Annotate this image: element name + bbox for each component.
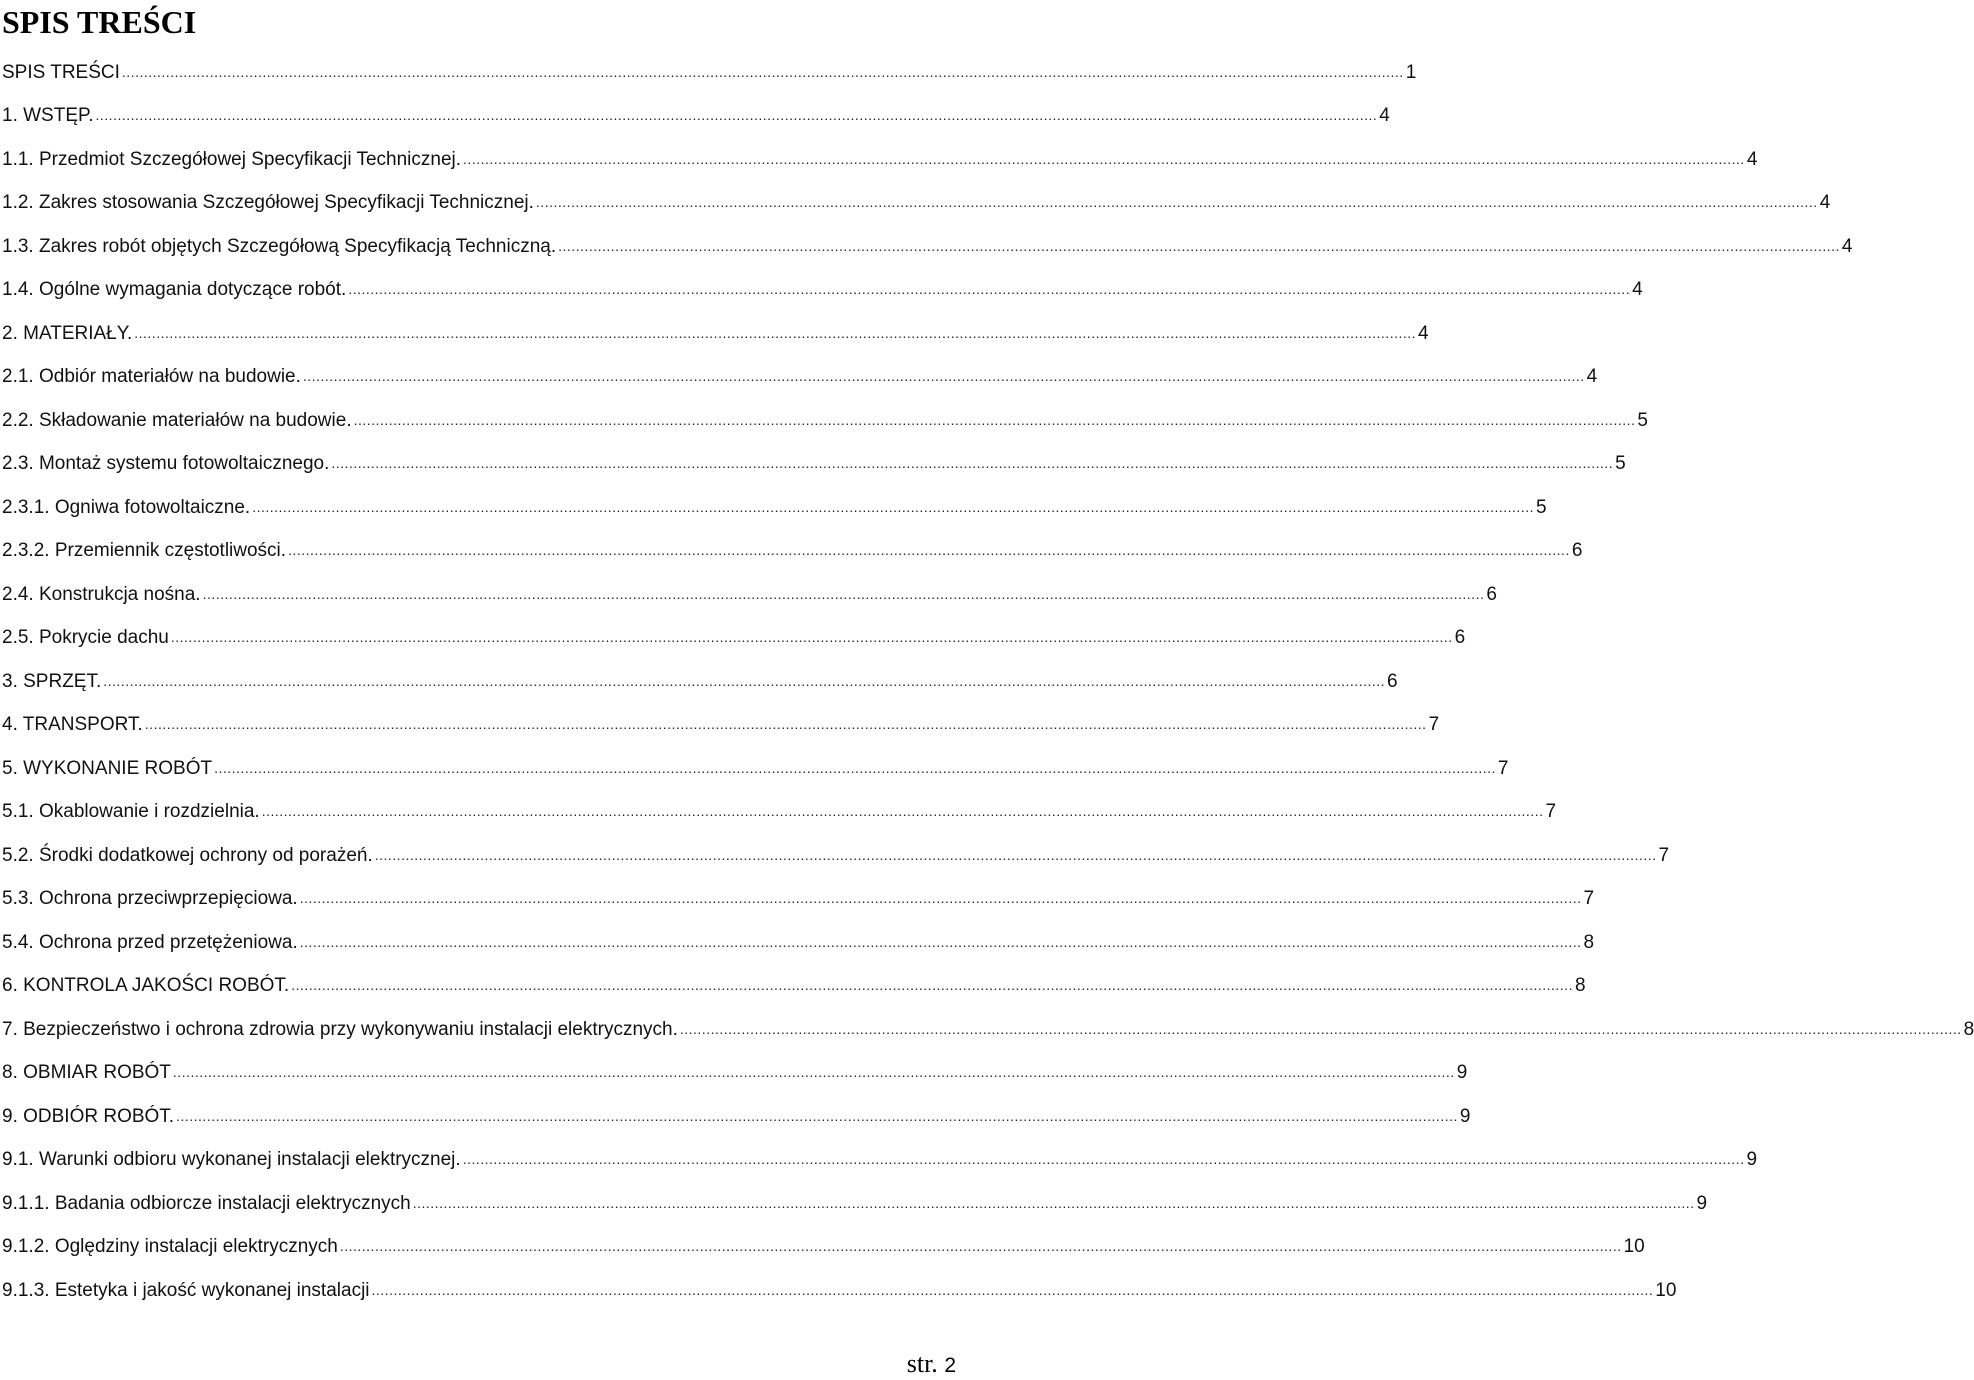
toc-entry-page: 5: [1615, 453, 1626, 474]
toc-dot-leader: [331, 456, 1613, 470]
toc-dot-leader: [558, 239, 1840, 253]
toc-entry-title: 1.1. Przedmiot Szczegółowej Specyfikacji Technicznej.: [2, 148, 462, 170]
toc-entry[interactable]: [0, 519, 1583, 563]
toc-entry-title: 9.1. Warunki odbioru wykonanej instalacji elektrycznej.: [2, 1149, 461, 1170]
toc-entry-title: 5.4. Ochrona przed przetężeniowa.: [2, 931, 298, 953]
toc-entry-title: SPIS TREŚCI: [2, 61, 120, 83]
toc-entry-page: 9: [1696, 1192, 1708, 1214]
toc-dot-leader: [103, 674, 1385, 688]
toc-entry-title: 2.1. Odbiór materiałów na budowie.: [2, 366, 301, 387]
toc-dot-leader: [348, 282, 1630, 296]
toc-entry-page: 6: [1571, 540, 1583, 561]
toc-entry[interactable]: [0, 171, 1831, 215]
toc-entry-title: 8. OBMIAR ROBÓT: [2, 1062, 171, 1083]
toc-dot-leader: [354, 413, 1636, 427]
toc-dot-leader: [173, 1065, 1455, 1079]
toc-entry-title: 2.4. Konstrukcja nośna.: [2, 583, 201, 605]
toc-entry-title: 2.2. Składowanie materiałów na budowie.: [2, 409, 352, 431]
toc-entry-page: 1: [1405, 61, 1417, 83]
toc-entry-title: 5.1. Okablowanie i rozdzielnia.: [2, 801, 260, 822]
toc-entry-title: 2. MATERIAŁY.: [2, 322, 133, 344]
toc-dot-leader: [203, 587, 1485, 601]
page-footer: [907, 1350, 956, 1380]
toc-entry-page: 4: [1418, 322, 1429, 344]
toc-entry[interactable]: [0, 345, 1598, 389]
toc-entry[interactable]: [0, 301, 1429, 345]
toc-dot-leader: [176, 1109, 1458, 1123]
toc-entry[interactable]: [0, 1041, 1468, 1085]
toc-entry-title: 2.5. Pokrycie dachu: [2, 627, 169, 648]
toc-dot-leader: [252, 500, 1534, 514]
toc-entry-title: 5.2. Środki dodatkowej ochrony od porażeń.: [2, 844, 373, 866]
toc-entry-title: 9.1.3. Estetyka i jakość wykonanej instalacji: [2, 1279, 370, 1301]
toc-entry[interactable]: [0, 606, 1466, 650]
toc-entry-title: 2.3.1. Ogniwa fotowoltaiczne.: [2, 496, 251, 518]
toc-entry-title: 1.4. Ogólne wymagania dotyczące robót.: [2, 279, 347, 300]
toc-entry-page: 10: [1655, 1279, 1677, 1301]
toc-entry-page: 5: [1535, 496, 1547, 518]
toc-entry-page: 10: [1623, 1236, 1645, 1257]
toc-entry-page: 4: [1379, 105, 1390, 126]
toc-entry[interactable]: [0, 649, 1398, 693]
toc-entry-page: 7: [1583, 888, 1595, 909]
toc-dot-leader: [463, 152, 1745, 166]
toc-dot-leader: [122, 65, 1404, 79]
toc-entry-title: 1.2. Zakres stosowania Szczegółowej Specyfikacji Technicznej.: [2, 192, 534, 213]
toc-dot-leader: [680, 1022, 1962, 1036]
toc-dot-leader: [134, 326, 1416, 340]
toc-entry[interactable]: [0, 214, 1853, 258]
toc-entry[interactable]: [0, 867, 1595, 911]
toc-entry-page: 7: [1545, 801, 1557, 822]
toc-entry-page: 4: [1746, 148, 1758, 170]
toc-dot-leader: [262, 804, 1544, 818]
toc-entry-page: 4: [1632, 279, 1643, 300]
toc-entry-title: 9. ODBIÓR ROBÓT.: [2, 1105, 175, 1127]
toc-entry-page: 6: [1387, 670, 1398, 692]
toc-entry-title: 5.3. Ochrona przeciwprzepięciowa.: [2, 888, 298, 909]
toc-entry-title: 2.3.2. Przemiennik częstotliwości.: [2, 540, 287, 561]
toc-entry[interactable]: [0, 388, 1648, 432]
table-of-contents: [0, 40, 1974, 1302]
toc-entry[interactable]: [0, 432, 1626, 476]
toc-dot-leader: [214, 761, 1496, 775]
toc-dot-leader: [536, 195, 1818, 209]
toc-entry-page: 6: [1486, 583, 1497, 605]
toc-dot-leader: [300, 891, 1582, 905]
toc-dot-leader: [171, 630, 1453, 644]
toc-entry-title: 5. WYKONANIE ROBÓT: [2, 757, 213, 779]
toc-entry[interactable]: [0, 954, 1586, 998]
page-number: 2: [944, 1354, 956, 1377]
toc-entry[interactable]: [0, 258, 1643, 302]
toc-dot-leader: [413, 1196, 1695, 1210]
toc-entry[interactable]: [0, 736, 1509, 780]
toc-entry[interactable]: [0, 1084, 1471, 1128]
toc-entry[interactable]: [0, 1258, 1677, 1302]
toc-entry[interactable]: [0, 40, 1417, 84]
page-number-prefix: str.: [906, 1349, 938, 1378]
toc-entry[interactable]: [0, 1171, 1708, 1215]
toc-entry-page: 8: [1583, 931, 1595, 953]
toc-entry[interactable]: [0, 127, 1758, 171]
toc-dot-leader: [300, 935, 1582, 949]
toc-entry[interactable]: [0, 1128, 1758, 1172]
toc-entry[interactable]: [0, 823, 1670, 867]
page-title: SPIS TREŚCI: [2, 4, 197, 40]
toc-entry-page: 4: [1841, 235, 1853, 257]
toc-dot-leader: [375, 848, 1657, 862]
toc-entry-title: 2.3. Montaż systemu fotowoltaicznego.: [2, 453, 330, 474]
toc-entry-page: 6: [1454, 627, 1466, 648]
toc-entry[interactable]: [0, 780, 1557, 824]
toc-entry-title: 6. KONTROLA JAKOŚCI ROBÓT.: [2, 975, 290, 996]
toc-entry-page: 4: [1586, 366, 1598, 387]
toc-dot-leader: [96, 108, 1378, 122]
toc-entry-title: 1.3. Zakres robót objętych Szczegółową Specyfikacją Techniczną.: [2, 235, 557, 257]
toc-dot-leader: [303, 369, 1585, 383]
toc-entry-page: 9: [1456, 1062, 1468, 1083]
toc-entry[interactable]: [0, 1215, 1645, 1259]
toc-entry-page: 7: [1428, 714, 1440, 735]
toc-entry-page: 4: [1819, 192, 1831, 213]
toc-entry-title: 7. Bezpieczeństwo i ochrona zdrowia przy wykonywaniu instalacji elektrycznych.: [2, 1018, 678, 1040]
toc-entry[interactable]: [0, 910, 1595, 954]
toc-entry-page: 7: [1497, 757, 1509, 779]
toc-entry-page: 9: [1459, 1105, 1471, 1127]
toc-entry[interactable]: [0, 562, 1497, 606]
toc-entry[interactable]: [0, 997, 1974, 1041]
toc-entry-title: 3. SPRZĘT.: [2, 670, 102, 692]
toc-dot-leader: [463, 1152, 1745, 1166]
toc-entry-page: 8: [1574, 975, 1586, 996]
toc-entry-page: 5: [1637, 409, 1648, 431]
toc-dot-leader: [340, 1239, 1622, 1253]
toc-dot-leader: [372, 1283, 1654, 1297]
toc-entry-title: 9.1.2. Oględziny instalacji elektrycznych: [2, 1236, 338, 1257]
toc-entry-title: 1. WSTĘP.: [2, 105, 94, 126]
toc-dot-leader: [291, 978, 1573, 992]
toc-entry-page: 8: [1963, 1018, 1974, 1040]
toc-dot-leader: [145, 717, 1427, 731]
toc-entry[interactable]: [0, 475, 1547, 519]
toc-entry-page: 9: [1746, 1149, 1758, 1170]
toc-entry[interactable]: [0, 84, 1390, 128]
toc-entry-title: 4. TRANSPORT.: [2, 714, 143, 735]
toc-entry-title: 9.1.1. Badania odbiorcze instalacji elektrycznych: [2, 1192, 411, 1214]
toc-entry-page: 7: [1658, 844, 1670, 866]
toc-dot-leader: [288, 543, 1570, 557]
toc-entry[interactable]: [0, 693, 1440, 737]
